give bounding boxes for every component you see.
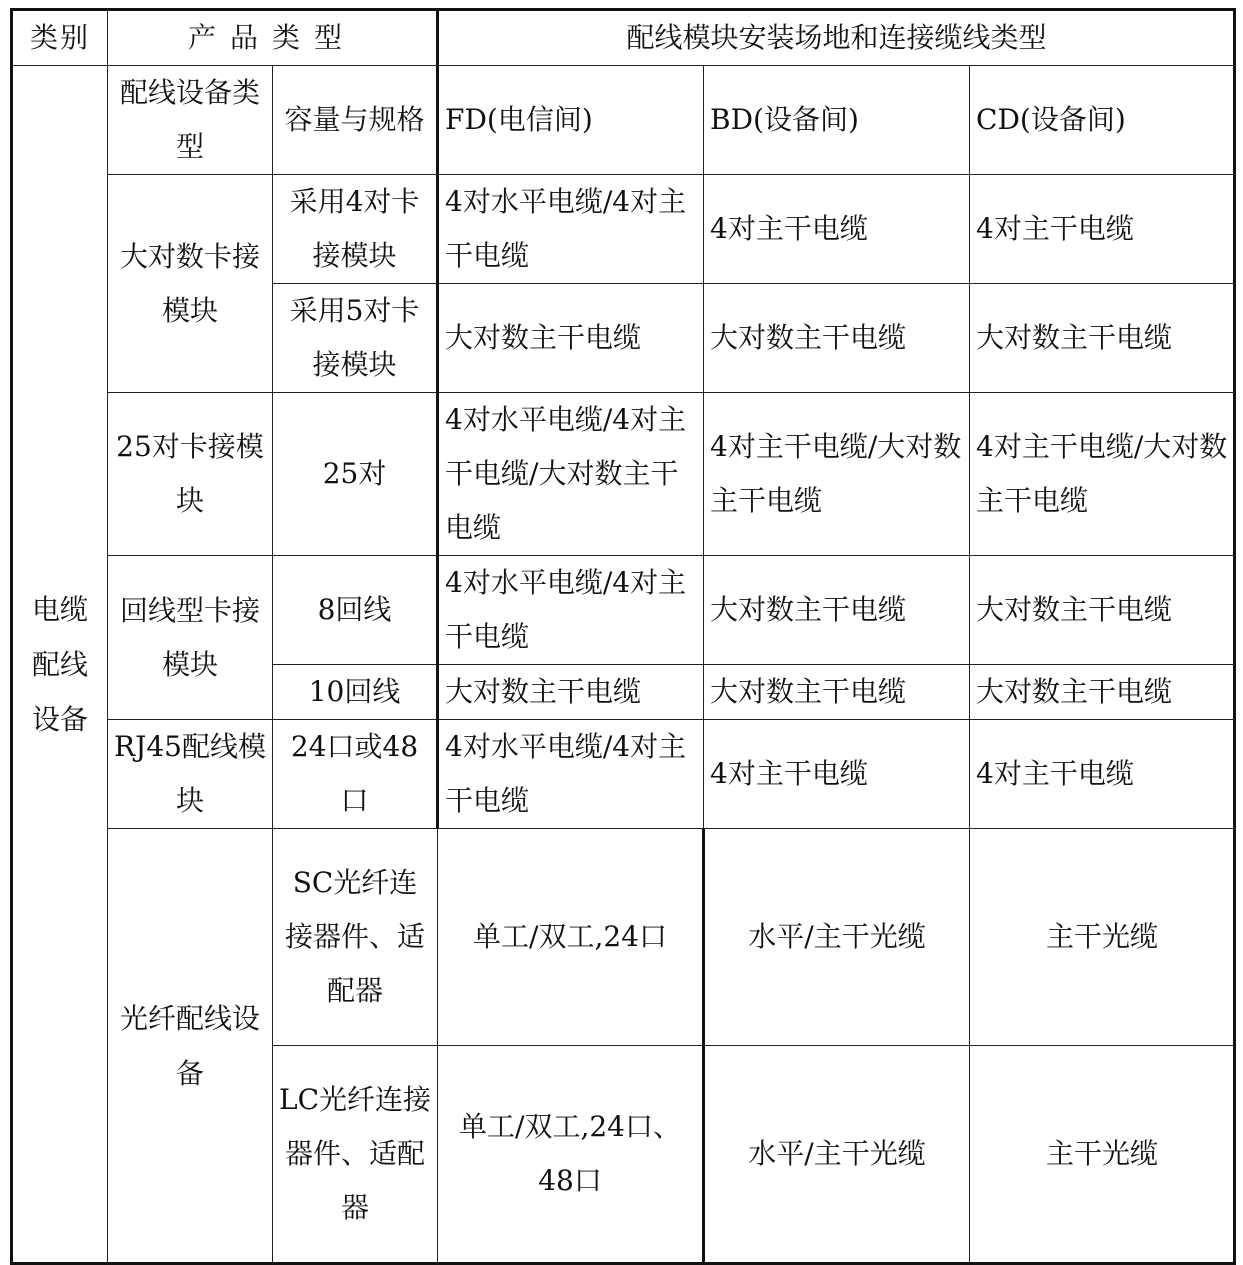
subheader-row bbox=[12, 66, 1235, 175]
subheader-cd: CD(设备间) bbox=[970, 66, 1235, 175]
header-install-and-cable: 配线模块安装场地和连接缆线类型 bbox=[438, 10, 1235, 66]
cd-cell: 4对主干电缆 bbox=[970, 175, 1235, 284]
subheader-device-type: 配线设备类型 bbox=[108, 66, 273, 175]
bd-cell: 4对主干电缆 bbox=[704, 720, 970, 829]
capacity-cell: 采用4对卡接模块 bbox=[273, 175, 438, 284]
capacity-cell: 采用5对卡接模块 bbox=[273, 284, 438, 393]
table-row bbox=[12, 393, 1235, 556]
bd-cell: 大对数主干电缆 bbox=[704, 284, 970, 393]
header-category: 类别 bbox=[12, 10, 108, 66]
table-row bbox=[12, 556, 1235, 665]
device-25-pair-module: 25对卡接模块 bbox=[108, 393, 273, 556]
fd-cell: 水平/主干光缆 bbox=[704, 1046, 970, 1264]
table-row bbox=[12, 720, 1235, 829]
bd-cell: 大对数主干电缆 bbox=[704, 665, 970, 720]
subheader-bd: BD(设备间) bbox=[704, 66, 970, 175]
cd-cell: 大对数主干电缆 bbox=[970, 556, 1235, 665]
table-row bbox=[12, 829, 1235, 1046]
device-lc-fiber: LC光纤连接器件、适配器 bbox=[273, 1046, 438, 1264]
fd-cell: 4对水平电缆/4对主干电缆 bbox=[438, 556, 704, 665]
cabling-spec-table bbox=[10, 8, 1236, 1265]
fd-cell: 水平/主干光缆 bbox=[704, 829, 970, 1046]
header-row bbox=[12, 10, 1235, 66]
capacity-cell: 24口或48口 bbox=[273, 720, 438, 829]
subheader-fd: FD(电信间) bbox=[438, 66, 704, 175]
device-large-pair-module: 大对数卡接模块 bbox=[108, 175, 273, 393]
cd-cell: 4对主干电缆/大对数主干电缆 bbox=[970, 393, 1235, 556]
capacity-cell: 10回线 bbox=[273, 665, 438, 720]
header-product-type: 产品类型 bbox=[108, 10, 438, 66]
category-fiber-equipment: 光纤配线设备 bbox=[108, 829, 273, 1264]
device-loop-module: 回线型卡接模块 bbox=[108, 556, 273, 720]
fd-cell: 4对水平电缆/4对主干电缆 bbox=[438, 720, 704, 829]
subheader-capacity: 容量与规格 bbox=[273, 66, 438, 175]
capacity-cell: 单工/双工,24口 bbox=[438, 829, 704, 1046]
fd-cell: 4对水平电缆/4对主干电缆/大对数主干电缆 bbox=[438, 393, 704, 556]
cd-cell: 4对主干电缆 bbox=[970, 720, 1235, 829]
device-rj45-module: RJ45配线模块 bbox=[108, 720, 273, 829]
fd-cell: 4对水平电缆/4对主干电缆 bbox=[438, 175, 704, 284]
capacity-cell: 8回线 bbox=[273, 556, 438, 665]
category-cable-equipment: 电缆配线设备 bbox=[12, 66, 108, 1264]
bd-cell: 4对主干电缆/大对数主干电缆 bbox=[704, 393, 970, 556]
cd-cell: 大对数主干电缆 bbox=[970, 284, 1235, 393]
table-row bbox=[12, 175, 1235, 284]
device-sc-fiber: SC光纤连接器件、适配器 bbox=[273, 829, 438, 1046]
bd-cell: 主干光缆 bbox=[970, 829, 1235, 1046]
capacity-cell: 单工/双工,24口、48口 bbox=[438, 1046, 704, 1264]
bd-cell: 大对数主干电缆 bbox=[704, 556, 970, 665]
bd-cell: 4对主干电缆 bbox=[704, 175, 970, 284]
capacity-cell: 25对 bbox=[273, 393, 438, 556]
fd-cell: 大对数主干电缆 bbox=[438, 665, 704, 720]
bd-cell: 主干光缆 bbox=[970, 1046, 1235, 1264]
fd-cell: 大对数主干电缆 bbox=[438, 284, 704, 393]
cd-cell: 大对数主干电缆 bbox=[970, 665, 1235, 720]
